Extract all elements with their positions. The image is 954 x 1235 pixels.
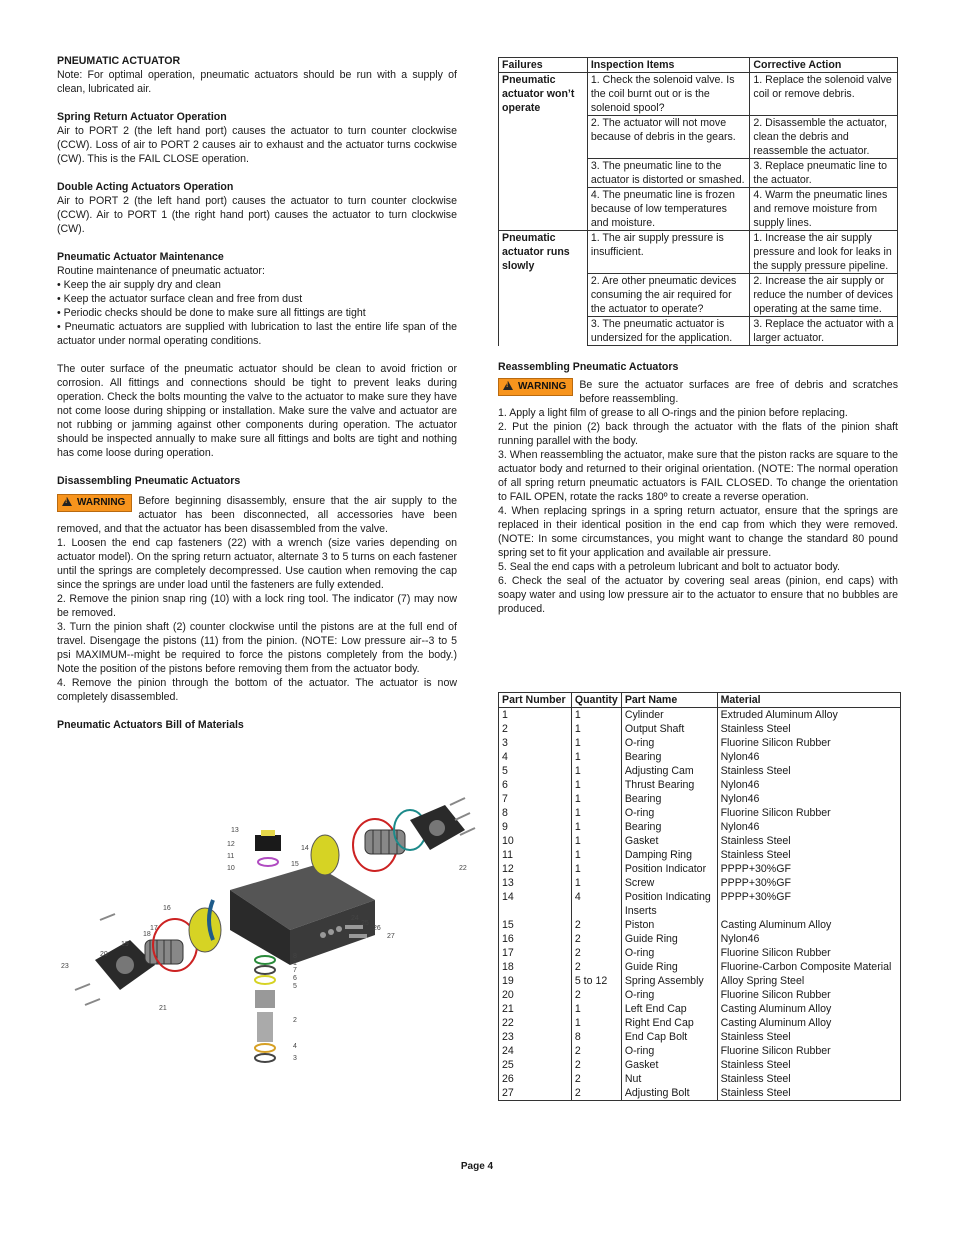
part-number-cell: 12 — [499, 862, 572, 876]
quantity-cell: 1 — [571, 736, 621, 750]
material-cell: Nylon46 — [717, 778, 900, 792]
corrective-cell: 2. Disassemble the actuator, clean the debris and reassemble the actuator. — [750, 116, 898, 159]
part-number-cell: 13 — [499, 876, 572, 890]
material-cell: PPPP+30%GF — [717, 890, 900, 918]
part-number-cell: 5 — [499, 764, 572, 778]
reassemble-warning-block — [498, 378, 898, 406]
reassemble-step: 6. Check the seal of the actuator by covering seal areas (pinion, end caps) with soapy water and using low pressure air to the actuator to ensure that no bubbles are produced. — [498, 575, 898, 615]
part-number-cell: 21 — [499, 1002, 572, 1016]
part-name-cell: End Cap Bolt — [621, 1030, 717, 1044]
quantity-cell: 1 — [571, 708, 621, 723]
failure-cell: Pneumatic actuator runs slowly — [499, 231, 588, 346]
table-row — [499, 736, 901, 750]
table-row — [499, 750, 901, 764]
bom-header-row — [499, 693, 901, 708]
part-name-cell: Nut — [621, 1072, 717, 1086]
table-row — [499, 988, 901, 1002]
quantity-cell: 1 — [571, 1002, 621, 1016]
spring-assembly-icon — [365, 830, 405, 854]
reassemble-step: 5. Seal the end caps with a petroleum lubricant and bolt to actuator body. — [498, 561, 840, 573]
diagram-label: 14 — [301, 845, 309, 852]
part-name-cell: Piston — [621, 918, 717, 932]
pneumatic-title: PNEUMATIC ACTUATOR — [57, 55, 181, 67]
disassemble-title: Disassembling Pneumatic Actuators — [57, 475, 241, 487]
material-cell: Nylon46 — [717, 932, 900, 946]
table-row — [499, 1016, 901, 1030]
inspection-header: Inspection Items — [587, 58, 750, 73]
table-row — [499, 1030, 901, 1044]
part-name-cell: Damping Ring — [621, 848, 717, 862]
part-number-cell: 25 — [499, 1058, 572, 1072]
diagram-label: 26 — [373, 925, 381, 932]
part-number-cell: 6 — [499, 778, 572, 792]
diagram-label: 24 — [351, 915, 359, 922]
piston-icon — [311, 835, 339, 875]
material-cell: Fluorine-Carbon Composite Material — [717, 960, 900, 974]
quantity-cell: 1 — [571, 862, 621, 876]
quantity-cell: 1 — [571, 848, 621, 862]
part-name-cell: Output Shaft — [621, 722, 717, 736]
material-cell: Fluorine Silicon Rubber — [717, 988, 900, 1002]
corrective-cell: 4. Warm the pneumatic lines and remove moisture from supply lines. — [750, 188, 898, 231]
part-number-cell: 3 — [499, 736, 572, 750]
inspection-cell: 1. The air supply pressure is insufficient. — [587, 231, 750, 274]
part-name-cell: Bearing — [621, 820, 717, 834]
pneumatic-note: Note: For optimal operation, pneumatic actuators should be run with a supply of clean, lubricated air. — [57, 69, 457, 95]
diagram-label: 4 — [293, 1043, 297, 1050]
table-row — [499, 73, 898, 116]
table-row — [499, 876, 901, 890]
table-row — [499, 792, 901, 806]
material-cell: Stainless Steel — [717, 722, 900, 736]
part-name-cell: Adjusting Bolt — [621, 1086, 717, 1101]
warning-badge: !WARNING — [498, 378, 573, 396]
diagram-label: 2 — [293, 1017, 297, 1024]
material-cell: Casting Aluminum Alloy — [717, 1002, 900, 1016]
quantity-cell: 2 — [571, 960, 621, 974]
part-number-cell: 7 — [499, 792, 572, 806]
position-indicator-icon — [255, 830, 281, 866]
part-name-cell: Spring Assembly — [621, 974, 717, 988]
diagram-label: 18 — [143, 931, 151, 938]
bom-header: Quantity — [571, 693, 621, 708]
corrective-cell: 3. Replace pneumatic line to the actuator. — [750, 159, 898, 188]
bom-table-wrapper — [498, 692, 901, 1101]
part-name-cell: Guide Ring — [621, 960, 717, 974]
part-number-cell: 8 — [499, 806, 572, 820]
material-cell: Stainless Steel — [717, 1086, 900, 1101]
material-cell: PPPP+30%GF — [717, 862, 900, 876]
bom-body — [499, 708, 901, 1101]
part-name-cell: Gasket — [621, 834, 717, 848]
bom-header: Material — [717, 693, 900, 708]
warning-badge: !WARNING — [57, 494, 132, 512]
material-cell: Nylon46 — [717, 820, 900, 834]
maintenance-item: • Periodic checks should be done to make sure all fittings are tight — [57, 307, 366, 319]
part-name-cell: Gasket — [621, 1058, 717, 1072]
spring-return-text: Air to PORT 2 (the left hand port) causes the actuator to turn counter clockwise (CCW). Loss of air to PORT 2 causes air to exhaust and the actuator turns cockwise (CW). This is the FAIL CLOSE operation. — [57, 125, 457, 165]
maintenance-intro: Routine maintenance of pneumatic actuator: — [57, 265, 265, 277]
table-row — [499, 974, 901, 988]
inspection-cell: 4. The pneumatic line is frozen because of low temperatures and moisture. — [587, 188, 750, 231]
table-row — [499, 1086, 901, 1101]
table-row — [499, 764, 901, 778]
diagram-label: 10 — [227, 865, 235, 872]
table-row — [499, 932, 901, 946]
part-name-cell: O-ring — [621, 988, 717, 1002]
spring-return-title: Spring Return Actuator Operation — [57, 111, 227, 123]
part-number-cell: 27 — [499, 1086, 572, 1101]
table-row — [499, 778, 901, 792]
part-name-cell: Bearing — [621, 792, 717, 806]
corrective-cell: 3. Replace the actuator with a larger actuator. — [750, 317, 898, 346]
quantity-cell: 1 — [571, 1016, 621, 1030]
table-row — [499, 848, 901, 862]
part-number-cell: 10 — [499, 834, 572, 848]
part-number-cell: 9 — [499, 820, 572, 834]
table-row — [499, 806, 901, 820]
bom-table — [498, 692, 901, 1101]
diagram-label: 27 — [387, 933, 395, 940]
diagram-label: 22 — [459, 865, 467, 872]
reassemble-title: Reassembling Pneumatic Actuators — [498, 361, 679, 373]
part-number-cell: 16 — [499, 932, 572, 946]
diagram-label: 11 — [227, 853, 235, 860]
reassemble-step: 2. Put the pinion (2) back through the actuator with the flats of the pinion shaft running parallel with the body. — [498, 421, 898, 447]
disassemble-step: 2. Remove the pinion snap ring (10) with a lock ring tool. The indicator (7) may now be removed. — [57, 593, 457, 619]
table-row — [499, 960, 901, 974]
part-number-cell: 15 — [499, 918, 572, 932]
material-cell: Extruded Aluminum Alloy — [717, 708, 900, 723]
double-acting-title: Double Acting Actuators Operation — [57, 181, 234, 193]
disassemble-step: 4. Remove the pinion through the bottom of the actuator. The actuator is now completely disassembled. — [57, 677, 457, 703]
bom-header: Part Name — [621, 693, 717, 708]
diagram-label: 8 — [293, 953, 297, 960]
diagram-label: 13 — [231, 827, 239, 834]
quantity-cell: 1 — [571, 806, 621, 820]
exploded-actuator-diagram — [55, 790, 485, 1070]
material-cell: Nylon46 — [717, 792, 900, 806]
reassemble-step: 1. Apply a light film of grease to all O-rings and the pinion before replacing. — [498, 407, 848, 419]
part-name-cell: O-ring — [621, 1044, 717, 1058]
inspection-cell: 3. The pneumatic actuator is undersized for the application. — [587, 317, 750, 346]
part-name-cell: Position Indicator — [621, 862, 717, 876]
maintenance-title: Pneumatic Actuator Maintenance — [57, 251, 224, 263]
part-name-cell: O-ring — [621, 736, 717, 750]
inspection-cell: 2. The actuator will not move because of debris in the gears. — [587, 116, 750, 159]
diagram-label: 12 — [227, 841, 235, 848]
part-number-cell: 22 — [499, 1016, 572, 1030]
disassemble-step: 3. Turn the pinion shaft (2) counter clockwise until the pistons are at the full end of travel. Disengage the pistons (11) from the pinion. (NOTE: Low pressure air--3 to 5 psi MAXIMUM--might be required to force the pistons completely from the body.) Note the position of the pistons before removing them from the actuator body. — [57, 621, 457, 675]
page-number: Page 4 — [460, 1161, 494, 1172]
part-number-cell: 11 — [499, 848, 572, 862]
material-cell: Stainless Steel — [717, 848, 900, 862]
part-name-cell: Cylinder — [621, 708, 717, 723]
table-row — [499, 918, 901, 932]
failure-cell: Pneumatic actuator won’t operate — [499, 73, 588, 231]
right-column — [498, 57, 898, 616]
output-shaft-icon — [255, 956, 275, 1062]
inspection-cell: 2. Are other pneumatic devices consuming the air required for the actuator to operate? — [587, 274, 750, 317]
part-name-cell: Right End Cap — [621, 1016, 717, 1030]
part-name-cell: Guide Ring — [621, 932, 717, 946]
material-cell: Fluorine Silicon Rubber — [717, 1044, 900, 1058]
part-name-cell: O-ring — [621, 946, 717, 960]
material-cell: Stainless Steel — [717, 1030, 900, 1044]
inspection-cell: 1. Check the solenoid valve. Is the coil burnt out or is the solenoid spool? — [587, 73, 750, 116]
quantity-cell: 5 to 12 — [571, 974, 621, 988]
corrective-cell: 2. Increase the air supply or reduce the number of devices operating at the same time. — [750, 274, 898, 317]
quantity-cell: 1 — [571, 778, 621, 792]
material-cell: Fluorine Silicon Rubber — [717, 736, 900, 750]
outer-surface-text: The outer surface of the pneumatic actuator should be clean to avoid friction or corrosion. All fittings and connections should be tight to prevent leaks during operation. Check the bolts mounting the valve to the actuator to make sure they have not come loose during shipping or installation. Make sure the valve and actuator are not rubbing or jamming against other components during operation. The actuator should be inspected annually to make sure all fittings and bolts are tight and nothing has come loose during operation. — [57, 363, 457, 459]
part-number-cell: 4 — [499, 750, 572, 764]
reassemble-warning-text: Be sure the actuator surfaces are free of debris and scratches before reassembling. — [579, 379, 898, 405]
diagram-label: 7 — [293, 967, 297, 974]
quantity-cell: 2 — [571, 1044, 621, 1058]
diagram-label: 15 — [291, 861, 299, 868]
table-row — [499, 1072, 901, 1086]
table-row — [499, 862, 901, 876]
disassemble-warning-text: Before beginning disassembly, ensure that the air supply to the actuator has been disconnected, all accessories have been removed, and that the actuator has been disassembled from the valve. — [57, 495, 457, 535]
diagram-label: 23 — [61, 963, 69, 970]
material-cell: Casting Aluminum Alloy — [717, 918, 900, 932]
spring-assembly-icon — [145, 940, 183, 964]
inspection-header: Corrective Action — [750, 58, 898, 73]
part-number-cell: 14 — [499, 890, 572, 918]
quantity-cell: 4 — [571, 890, 621, 918]
bom-header: Part Number — [499, 693, 572, 708]
quantity-cell: 2 — [571, 946, 621, 960]
inspection-header: Failures — [499, 58, 588, 73]
part-number-cell: 19 — [499, 974, 572, 988]
table-row — [499, 834, 901, 848]
part-number-cell: 20 — [499, 988, 572, 1002]
left-column — [57, 54, 457, 732]
quantity-cell: 1 — [571, 834, 621, 848]
part-number-cell: 26 — [499, 1072, 572, 1086]
part-number-cell: 1 — [499, 708, 572, 723]
quantity-cell: 2 — [571, 1086, 621, 1101]
quantity-cell: 1 — [571, 820, 621, 834]
diagram-label: 25 — [361, 920, 369, 927]
diagram-label: 17 — [150, 925, 158, 932]
diagram-label: 19 — [121, 941, 129, 948]
table-row — [499, 946, 901, 960]
diagram-label: 20 — [100, 951, 108, 958]
part-number-cell: 23 — [499, 1030, 572, 1044]
diagram-label: 16 — [163, 905, 171, 912]
table-row — [499, 722, 901, 736]
part-number-cell: 24 — [499, 1044, 572, 1058]
maintenance-item: • Pneumatic actuators are supplied with lubrication to last the entire life span of the actuator under normal operating conditions. — [57, 321, 457, 347]
quantity-cell: 2 — [571, 1072, 621, 1086]
piston-icon — [189, 908, 221, 952]
part-name-cell: Position Indicating Inserts — [621, 890, 717, 918]
part-number-cell: 2 — [499, 722, 572, 736]
maintenance-item: • Keep the air supply dry and clean — [57, 279, 221, 291]
part-name-cell: O-ring — [621, 806, 717, 820]
quantity-cell: 2 — [571, 932, 621, 946]
inspection-table — [498, 57, 898, 346]
table-row — [499, 1044, 901, 1058]
table-row — [499, 708, 901, 723]
material-cell: Stainless Steel — [717, 1072, 900, 1086]
quantity-cell: 2 — [571, 988, 621, 1002]
diagram-label: 6 — [293, 975, 297, 982]
part-name-cell: Bearing — [621, 750, 717, 764]
quantity-cell: 2 — [571, 918, 621, 932]
quantity-cell: 1 — [571, 792, 621, 806]
warning-icon — [62, 497, 72, 506]
part-number-cell: 17 — [499, 946, 572, 960]
material-cell: Stainless Steel — [717, 1058, 900, 1072]
diagram-label: 21 — [159, 1005, 167, 1012]
part-name-cell: Thrust Bearing — [621, 778, 717, 792]
quantity-cell: 1 — [571, 764, 621, 778]
quantity-cell: 8 — [571, 1030, 621, 1044]
diagram-label: 5 — [293, 983, 297, 990]
material-cell: PPPP+30%GF — [717, 876, 900, 890]
double-acting-text: Air to PORT 2 (the left hand port) causes the actuator to turn counter clockwise (CCW). Air to PORT 1 (the right hand port) causes the actuator to turn clockwise (CW). — [57, 195, 457, 235]
material-cell: Fluorine Silicon Rubber — [717, 806, 900, 820]
table-row — [499, 231, 898, 274]
material-cell: Alloy Spring Steel — [717, 974, 900, 988]
part-name-cell: Screw — [621, 876, 717, 890]
diagram-label: 1 — [293, 960, 297, 967]
table-row — [499, 820, 901, 834]
reassemble-step: 4. When replacing springs in a spring return actuator, ensure that the springs are replaced in their identical position in the end cap from which they were removed. (NOTE: In some circumstances, you might want to change the standard 80 pound spring set to fit your application and available air pressure. — [498, 505, 898, 559]
table-row — [499, 1058, 901, 1072]
bom-title: Pneumatic Actuators Bill of Materials — [57, 719, 244, 731]
material-cell: Casting Aluminum Alloy — [717, 1016, 900, 1030]
corrective-cell: 1. Increase the air supply pressure and look for leaks in the supply pressure pipeline. — [750, 231, 898, 274]
maintenance-item: • Keep the actuator surface clean and free from dust — [57, 293, 303, 305]
table-row — [499, 1002, 901, 1016]
disassemble-warning-block — [57, 494, 457, 536]
inspection-cell: 3. The pneumatic line to the actuator is distorted or smashed. — [587, 159, 750, 188]
warning-icon — [503, 381, 513, 390]
reassemble-step: 3. When reassembling the actuator, make sure that the piston racks are square to the actuator body and returned to their original orientation. (NOTE: The normal operation of all spring return pneumatic actuators is FAIL CLOSED. To change the orientation to FAIL OPEN, rotate the racks 180º to create a reverse operation. — [498, 449, 898, 503]
quantity-cell: 1 — [571, 750, 621, 764]
quantity-cell: 1 — [571, 876, 621, 890]
corrective-cell: 1. Replace the solenoid valve coil or remove debris. — [750, 73, 898, 116]
quantity-cell: 2 — [571, 1058, 621, 1072]
part-name-cell: Left End Cap — [621, 1002, 717, 1016]
part-number-cell: 18 — [499, 960, 572, 974]
disassemble-step: 1. Loosen the end cap fasteners (22) with a wrench (size varies depending on actuator model). On the spring return actuator, alternate 3 to 5 turns on each fastener until the springs are completely decompressed. Use caution when removing the cap since the springs are under load until the fasteners are fully extended. — [57, 537, 457, 591]
diagram-label: 3 — [293, 1055, 297, 1062]
material-cell: Nylon46 — [717, 750, 900, 764]
table-row — [499, 890, 901, 918]
material-cell: Stainless Steel — [717, 764, 900, 778]
quantity-cell: 1 — [571, 722, 621, 736]
part-name-cell: Adjusting Cam — [621, 764, 717, 778]
material-cell: Stainless Steel — [717, 834, 900, 848]
material-cell: Fluorine Silicon Rubber — [717, 946, 900, 960]
inspection-header-row — [499, 58, 898, 73]
